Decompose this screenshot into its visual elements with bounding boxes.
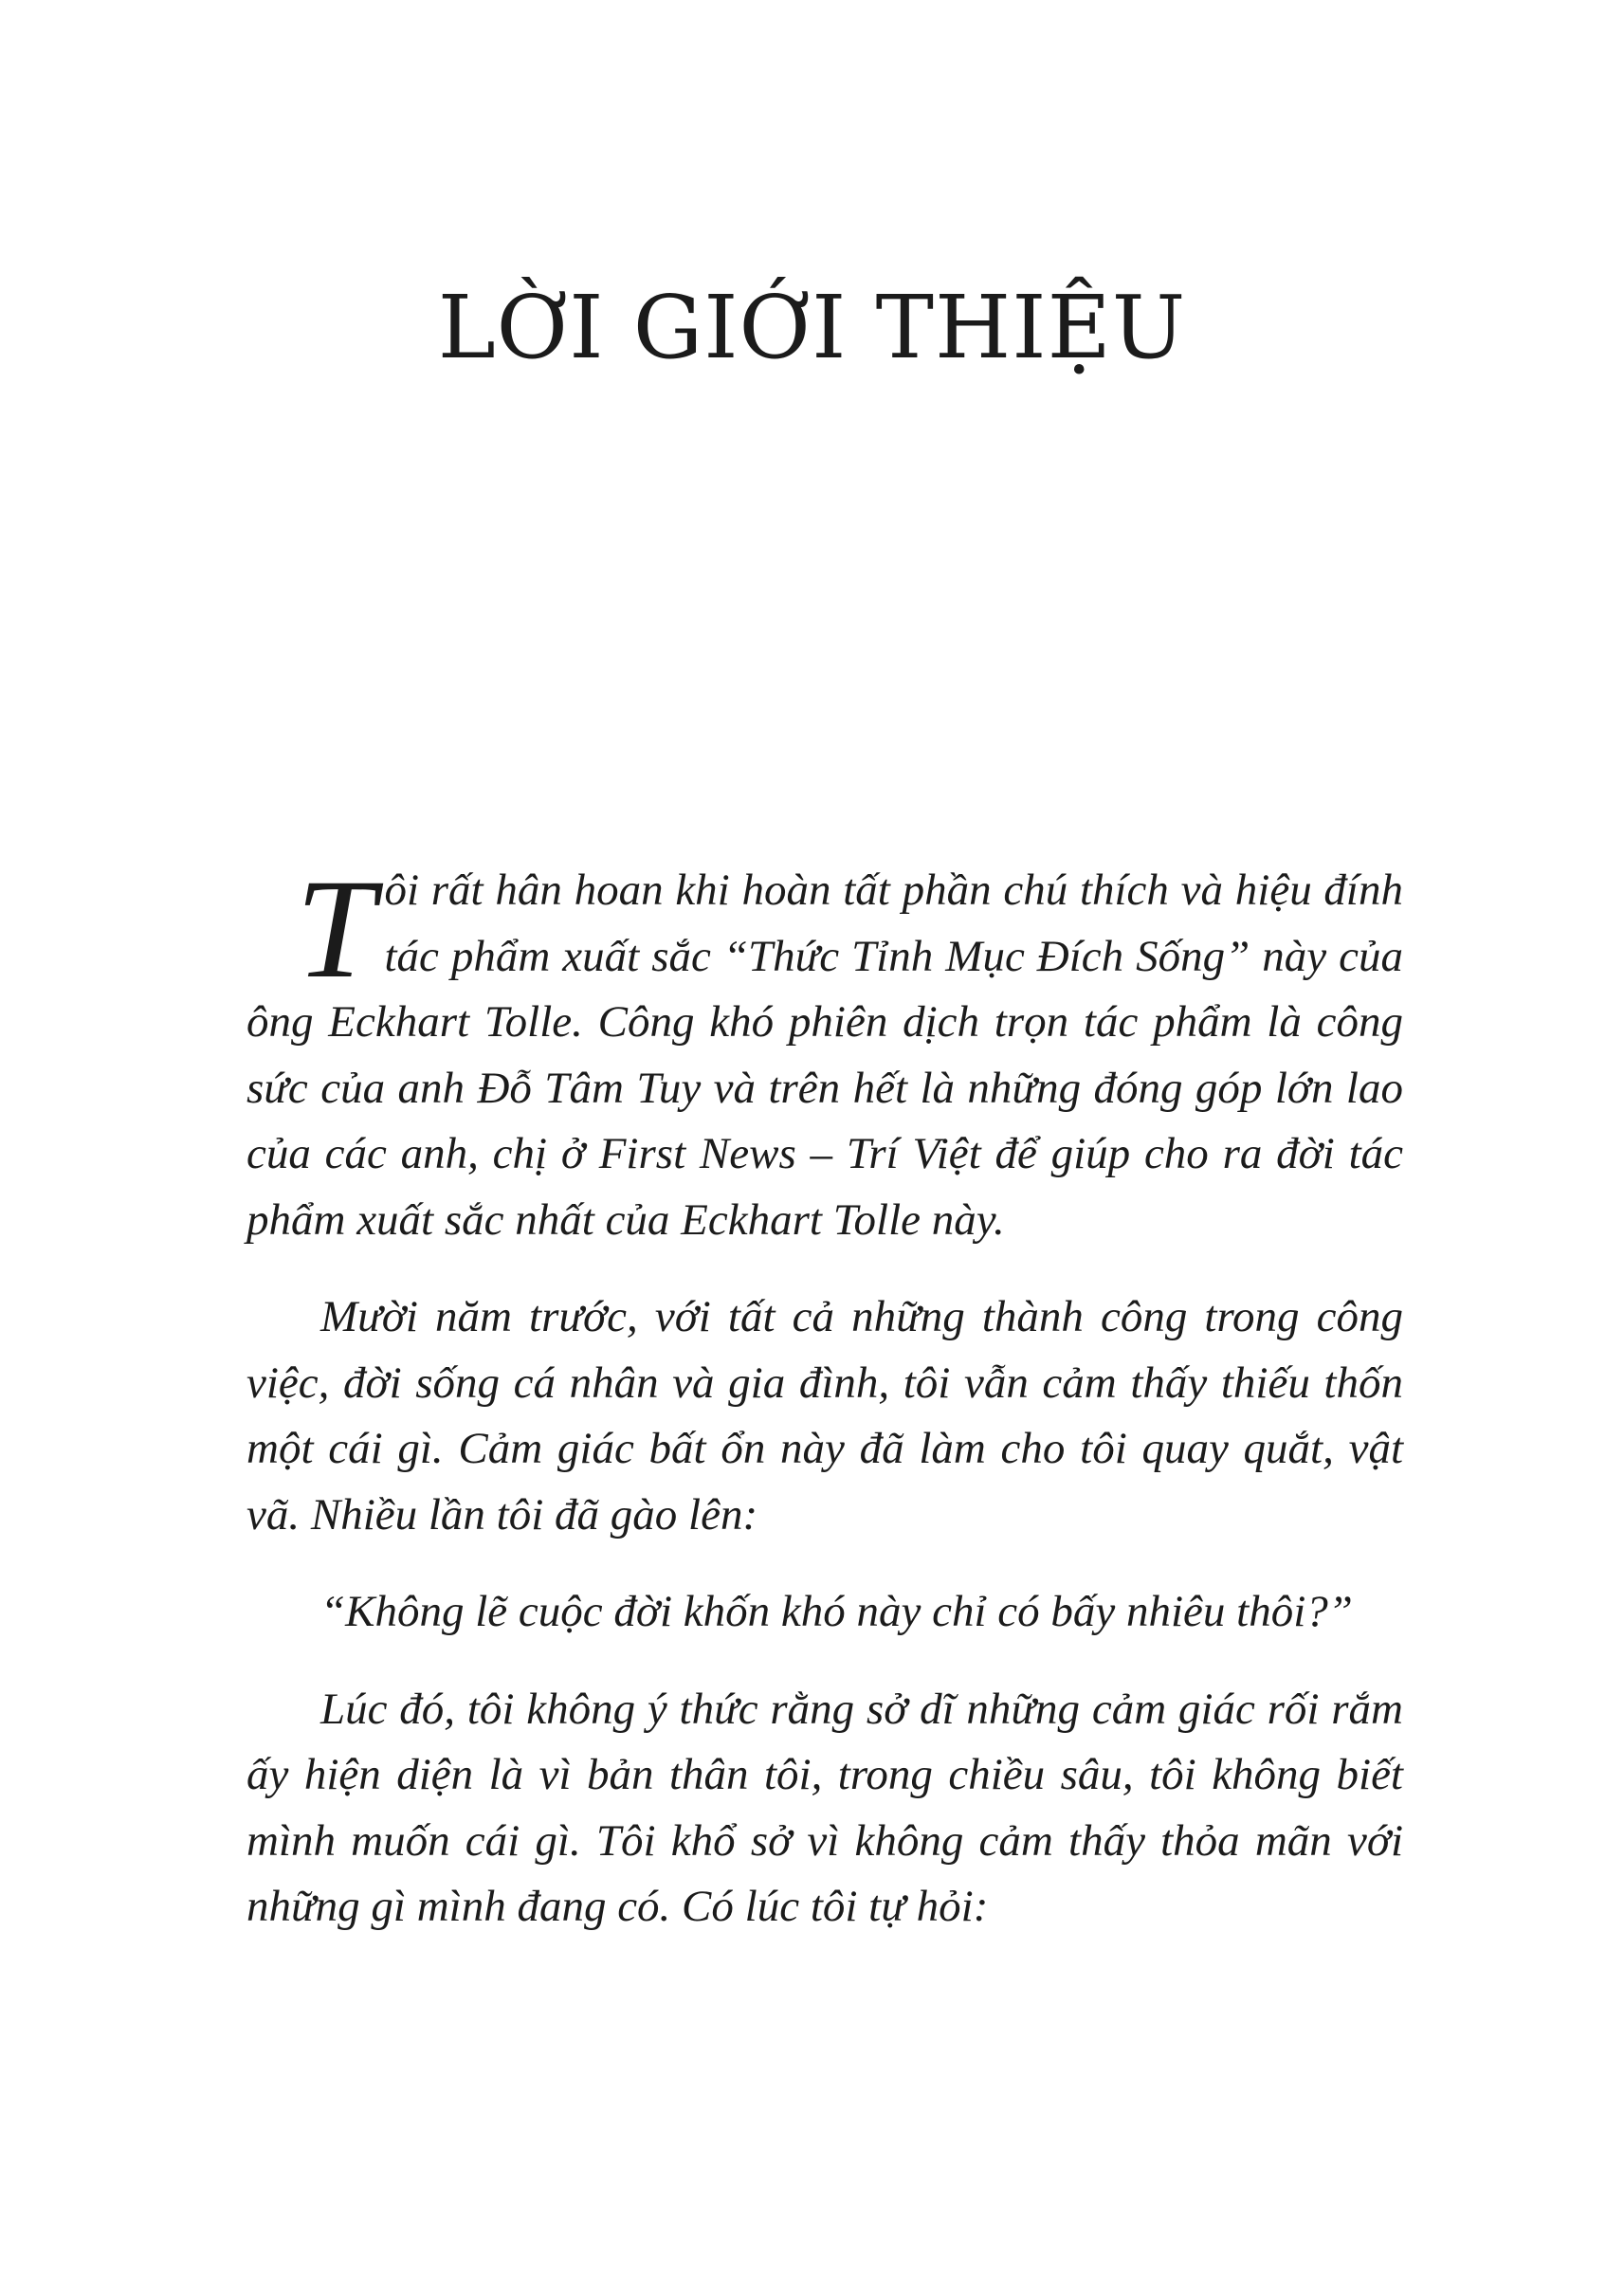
paragraph-1	[246, 850, 1403, 1253]
paragraph-1-text: ôi rất hân hoan khi hoàn tất phần chú thích và hiệu đính tác phẩm xuất sắc “Thức Tỉnh Mục Đích Sống” này của ông Eckhart Tolle. Công khó phiên dịch trọn tác phẩm là công sức của anh Đỗ Tâm Tuy và trên hết là những đóng góp lớn lao của các anh, chị ở First News – Trí Việt để giúp cho ra đời tác phẩm xuất sắc nhất của Eckhart Tolle này.	[246, 866, 1403, 1245]
chapter-body	[246, 850, 1403, 1972]
paragraph-quote: “Không lẽ cuộc đời khốn khó này chỉ có bấy nhiêu thôi?”	[320, 1587, 1353, 1636]
paragraph-4: Lúc đó, tôi không ý thức rằng sở dĩ những cảm giác rối rắm ấy hiện diện là vì bản thân tôi, trong chiều sâu, tôi không biết mình muốn cái gì. Tôi khổ sở vì không cảm thấy thỏa mãn với những gì mình đang có. Có lúc tôi tự hỏi:	[246, 1684, 1403, 1931]
paragraph-2: Mười năm trước, với tất cả những thành công trong công việc, đời sống cá nhân và gia đình, tôi vẫn cảm thấy thiếu thốn một cái gì. Cảm giác bất ổn này đã làm cho tôi quay quắt, vật vã. Nhiều lần tôi đã gào lên:	[246, 1292, 1403, 1540]
chapter-title: LỜI GIỚI THIỆU	[437, 277, 1187, 378]
drop-cap: T	[296, 850, 375, 1008]
